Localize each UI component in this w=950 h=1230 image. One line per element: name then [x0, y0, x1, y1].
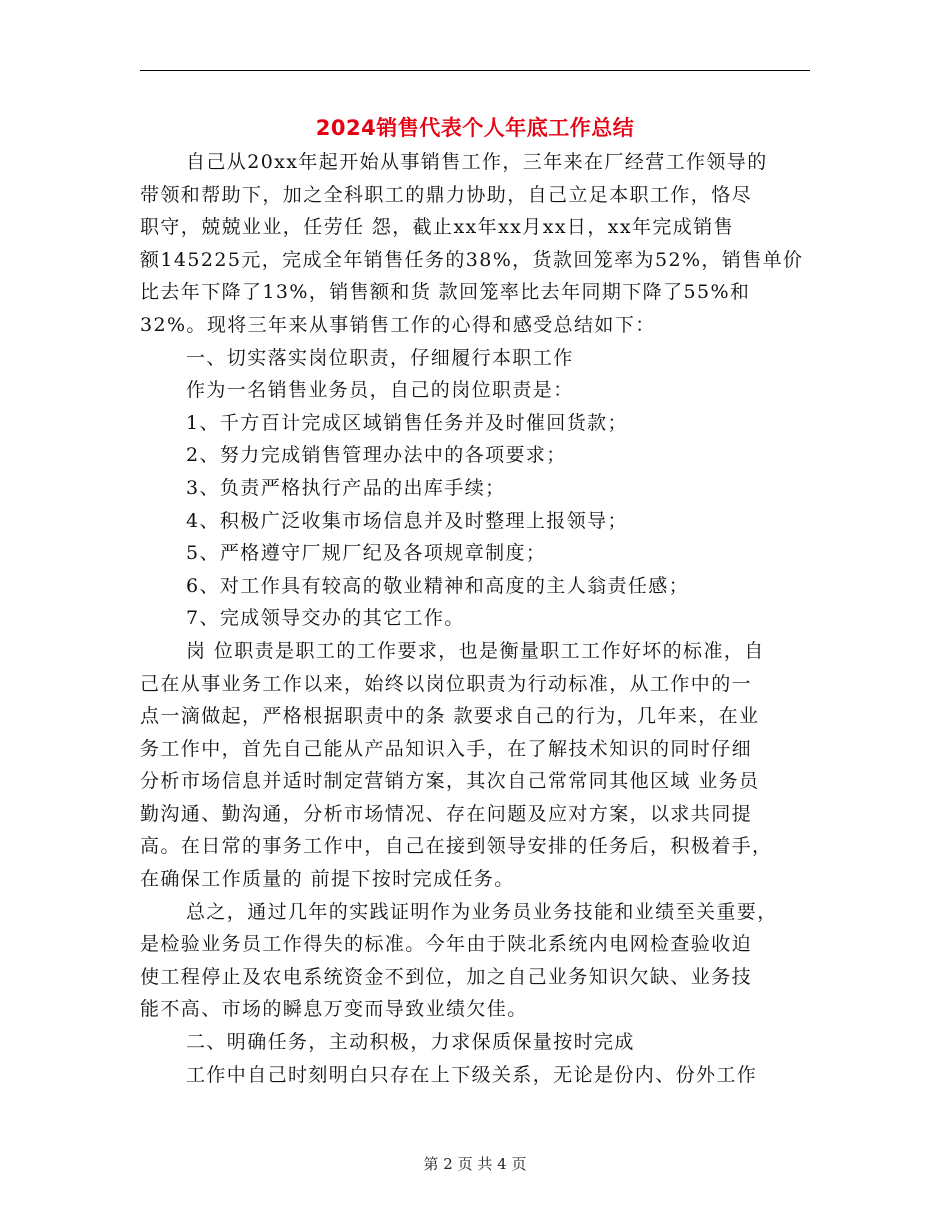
text-line: 职守，兢兢业业，任劳任 怨，截止xx年xx月xx日，xx年完成销售 — [140, 216, 734, 239]
text-line: 分析市场信息并适时制定营销方案，其次自己常常同其他区域 业务员 — [140, 770, 760, 793]
text-line: 己在从事业务工作以来，始终以岗位职责为行动标准，从工作中的一 — [140, 672, 753, 695]
text-line: 额145225元，完成全年销售任务的38%，货款回笼率为52%，销售单价 — [140, 248, 804, 271]
text-line: 带领和帮助下，加之全科职工的鼎力协助，自己立足本职工作，恪尽 — [140, 183, 753, 206]
text-line: 岗 位职责是职工的工作要求，也是衡量职工工作好坏的标准，自 — [186, 639, 765, 662]
text-line: 作为一名销售业务员，自己的岗位职责是： — [186, 379, 574, 402]
text-line: 自己从20xx年起开始从事销售工作，三年来在厂经营工作领导的 — [186, 151, 768, 173]
text-line: 3、负责严格执行产品的出库手续； — [186, 476, 506, 499]
text-line: 能不高、市场的瞬息万变而导致业绩欠佳。 — [140, 998, 528, 1021]
text-line: 6、对工作具有较高的敬业精神和高度的主人翁责任感； — [186, 574, 690, 597]
document-body — [140, 146, 812, 1091]
text-line: 工作中自己时刻明白只存在上下级关系，无论是份内、份外工作 — [186, 1063, 758, 1086]
header-rule — [140, 70, 810, 71]
text-line: 点一滴做起，严格根据职责中的条 款要求自己的行为，几年来，在业 — [140, 705, 760, 728]
text-line: 2、努力完成销售管理办法中的各项要求； — [186, 444, 567, 467]
text-line: 7、完成领导交办的其它工作。 — [186, 607, 465, 630]
text-line: 总之，通过几年的实践证明作为业务员业务技能和业绩至关重要， — [186, 900, 778, 923]
text-line: 勤沟通、勤沟通，分析市场情况、存在问题及应对方案，以求共同提 — [140, 802, 753, 825]
text-line: 在确保工作质量的 前提下按时完成任务。 — [140, 868, 515, 891]
document-title: 2024销售代表个人年底工作总结 — [315, 116, 635, 140]
text-line: 1、千方百计完成区域销售任务并及时催回货款； — [186, 411, 628, 434]
text-line: 二、明确任务，主动积极，力求保质保量按时完成 — [186, 1031, 635, 1054]
text-line: 一、切实落实岗位职责，仔细履行本职工作 — [186, 346, 574, 369]
text-line: 5、严格遵守厂规厂纪及各项规章制度； — [186, 542, 547, 565]
text-line: 是检验业务员工作得失的标准。今年由于陕北系统内电网检查验收迫 — [140, 933, 753, 956]
text-line: 使工程停止及农电系统资金不到位，加之自己业务知识欠缺、业务技 — [140, 965, 753, 988]
text-line: 比去年下降了13%，销售额和货 款回笼率比去年同期下降了55%和 — [140, 281, 751, 304]
text-line: 4、积极广泛收集市场信息并及时整理上报领导； — [186, 509, 628, 532]
text-line: 32%。现将三年来从事销售工作的心得和感受总结如下： — [140, 313, 656, 336]
text-line: 高。在日常的事务工作中，自己在接到领导安排的任务后，积极着手， — [140, 835, 773, 858]
text-line: 务工作中，首先自己能从产品知识入手，在了解技术知识的同时仔细 — [140, 737, 753, 760]
page-footer: 第 2 页 共 4 页 — [423, 1155, 527, 1173]
